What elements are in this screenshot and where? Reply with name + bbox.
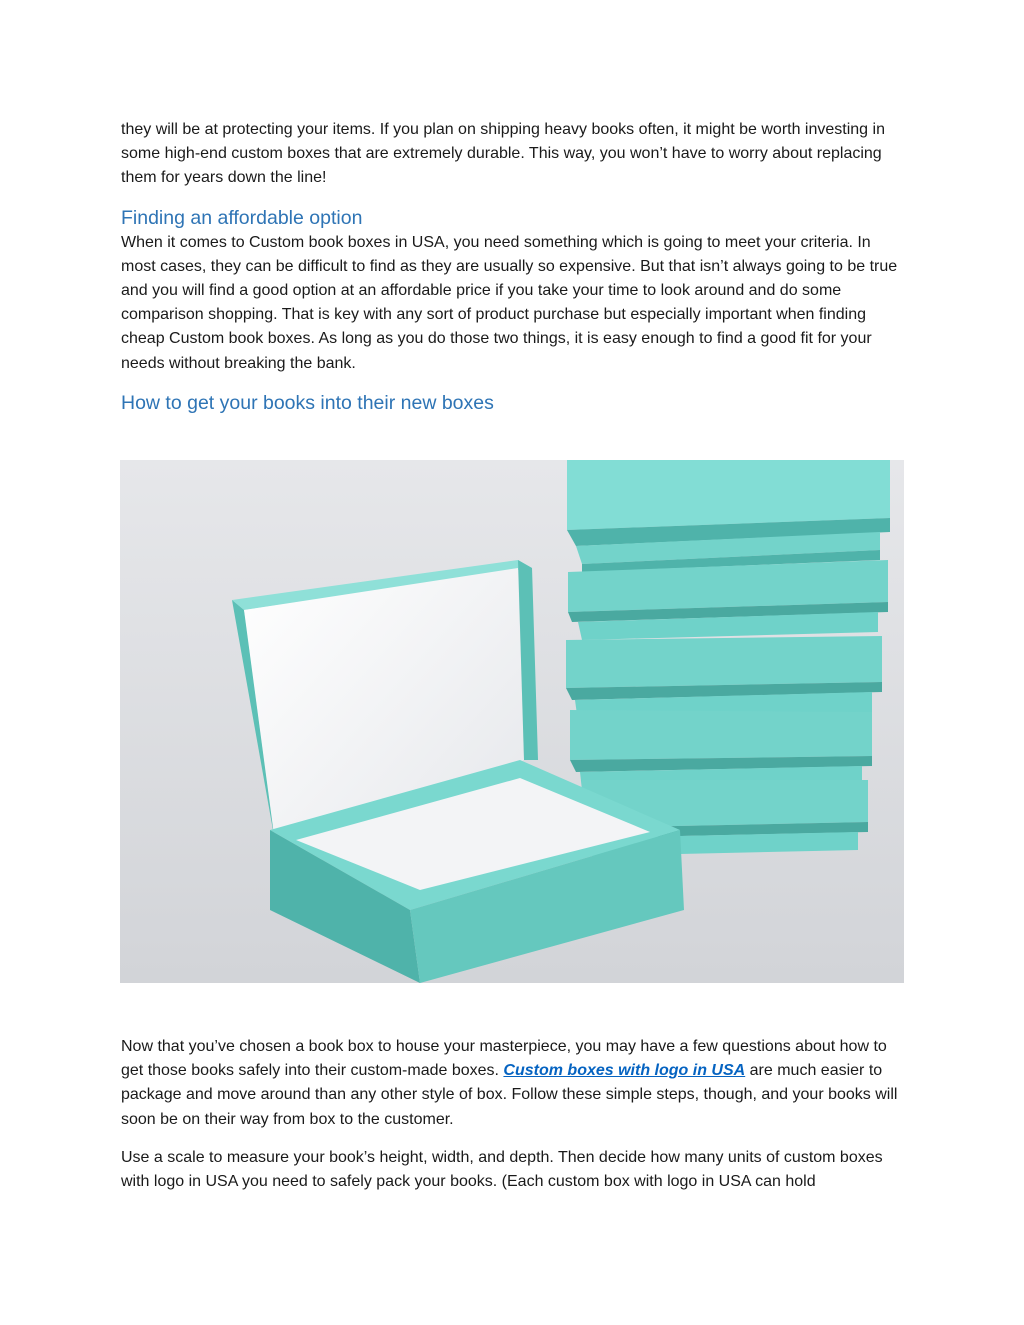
affordable-paragraph: When it comes to Custom book boxes in USA, you need something which is going to meet your criteria. In most cases, they can be difficult to find as they are usually so expensive. But that isn’t always going to be true and you will find a good option at an affordable price if you take your time to look around and do some comparison shopping. That is key with any sort of product purchase but especially important when finding cheap Custom book boxes. As long as you do those two things, it is easy enough to find a good fit for your needs without breaking the bank.	[121, 233, 898, 372]
box-stack	[566, 460, 890, 856]
heading-affordable-option: Finding an affordable option	[121, 206, 363, 229]
now-paragraph-lead: Now that you’ve chosen a book box to house your masterpiece, you may have a few questions about how to get those books safely into their custom-made boxes.	[121, 1038, 887, 1080]
heading-how-to-get-books: How to get your books into their new boxes	[121, 391, 494, 414]
now-paragraph	[121, 1035, 906, 1132]
document-page	[121, 118, 906, 416]
scale-paragraph: Use a scale to measure your book’s height, width, and depth. Then decide how many units of custom boxes with logo in USA you need to safely pack your books. (Each custom box with logo in USA can hold	[121, 1148, 883, 1191]
intro-paragraph: they will be at protecting your items. If you plan on shipping heavy books often, it might be worth investing in some high-end custom boxes that are extremely durable. This way, you won’t have to worry about replacing them for years down the line!	[121, 121, 885, 187]
custom-boxes-logo-link[interactable]: Custom boxes with logo in USA	[503, 1062, 746, 1080]
teal-boxes-photo	[120, 460, 904, 983]
content-after-photo	[121, 1035, 906, 1194]
now-paragraph-tail: are much easier to package and move around than any other style of box. Follow these simple steps, though, and your books will soon be on their way from box to the customer.	[121, 1062, 898, 1128]
